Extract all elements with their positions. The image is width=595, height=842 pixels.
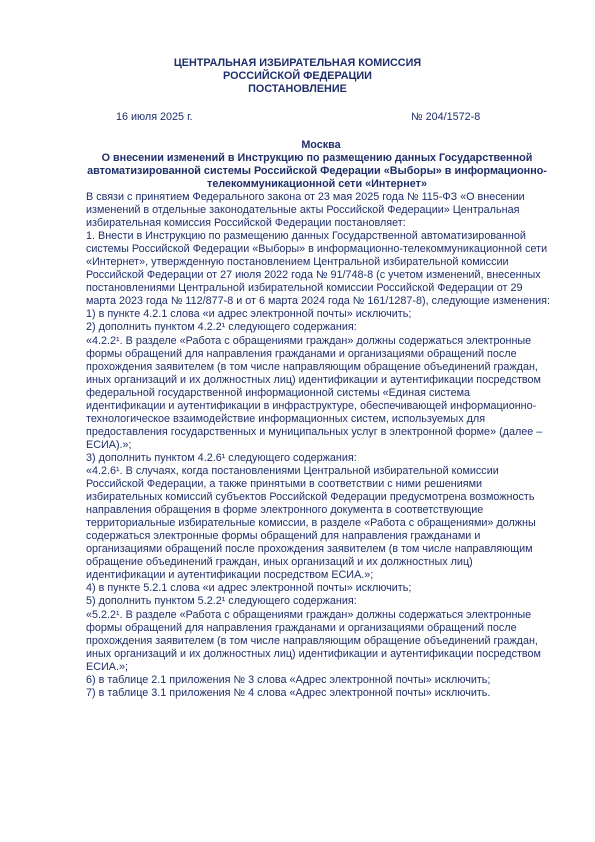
document-title: О внесении изменений в Инструкцию по размещению данных Государственной автоматизированной системы Российской Федерации «Выборы» в информационно-телекоммуникационной сети «Интернет» (87, 152, 547, 190)
paragraph: 2) дополнить пунктом 4.2.2¹ следующего содержания: (86, 321, 357, 334)
paragraph: 1. Внести в Инструкцию по размещению данных Государственной автоматизированной системы Российской Федерации «Выборы» в информационно-телекоммуникационной сети «Интернет», утвержденную постановлением Центральной избирательной комиссии Российской Федерации от 27 июля 2022 года № 91/748-8 (с учетом изменений, внесенных постановлениями Центральной избирательной комиссии Российской Федерации от 29 марта 2023 года № 112/877-8 и от 6 марта 2024 года № 161/1287-8), следующие изменения: (86, 230, 550, 308)
header-doc-type: ПОСТАНОВЛЕНИЕ (248, 83, 347, 95)
paragraph: «4.2.2¹. В разделе «Работа с обращениями граждан» должны содержаться электронные формы обращений для направления гражданами и организациями обращений после прохождения заявителем (в том числе направляющим обращение объединений граждан, иных организаций и их должностных лиц) идентификации и аутентификации посредством федеральной государственной информационной системы «Единая система идентификации и аутентификации в инфраструктуре, обеспечивающей информационно-технологическое взаимодействие информационных систем, используемых для предоставления государственных и муниципальных услуг в электронной форме» (далее – ЕСИА).»; (86, 334, 543, 451)
paragraph: 3) дополнить пунктом 4.2.6¹ следующего содержания: (86, 451, 357, 464)
paragraph: В связи с принятием Федерального закона от 23 мая 2025 года № 115-ФЗ «О внесении изменений в отдельные законодательные акты Российской Федерации» Центральная избирательная комиссия Российской Федерации постановляет: (86, 191, 525, 230)
header-commission: ЦЕНТРАЛЬНАЯ ИЗБИРАТЕЛЬНАЯ КОМИССИЯ (173, 57, 422, 69)
paragraph: «4.2.6¹. В случаях, когда постановлениями Центральной избирательной комиссии Российской Федерации, а также принятыми в соответствии с ними решениями избирательных комиссий субъектов Российской Федерации предусмотрена возможность направления обращения в форме электронного документа в соответствующие территориальные избирательные комиссии, в разделе «Работа с обращениями» должны содержаться электронные формы обращений для направления гражданами и организациями обращений после прохождения заявителем (в том числе направляющим обращение объединений граждан, иных организаций и их должностных лиц) идентификации и аутентификации посредством ЕСИА.»; (86, 464, 536, 582)
paragraph: 7) в таблице 3.1 приложения № 4 слова «Адрес электронной почты» исключить. (86, 686, 491, 699)
paragraph: 1) в пункте 4.2.1 слова «и адрес электронной почты» исключить; (86, 308, 412, 321)
document-body (86, 191, 552, 700)
document-header (0, 57, 595, 96)
document-date: 16 июля 2025 г. (116, 111, 193, 123)
paragraph: «5.2.2¹. В разделе «Работа с обращениями граждан» должны содержаться электронные формы обращений для направления гражданами и организациями обращений после прохождения заявителем (в том числе направляющим обращение объединений граждан, иных организаций и их должностных лиц) идентификации и аутентификации посредством ЕСИА.»; (86, 608, 541, 673)
document-city: Москва (301, 139, 341, 151)
paragraph: 5) дополнить пунктом 5.2.2¹ следующего содержания: (86, 595, 357, 608)
paragraph: 4) в пункте 5.2.1 слова «и адрес электронной почты» исключить; (86, 582, 412, 595)
header-country: РОССИЙСКОЙ ФЕДЕРАЦИИ (223, 70, 372, 82)
document-number: № 204/1572-8 (411, 111, 481, 123)
paragraph: 6) в таблице 2.1 приложения № 3 слова «Адрес электронной почты» исключить; (86, 673, 491, 686)
